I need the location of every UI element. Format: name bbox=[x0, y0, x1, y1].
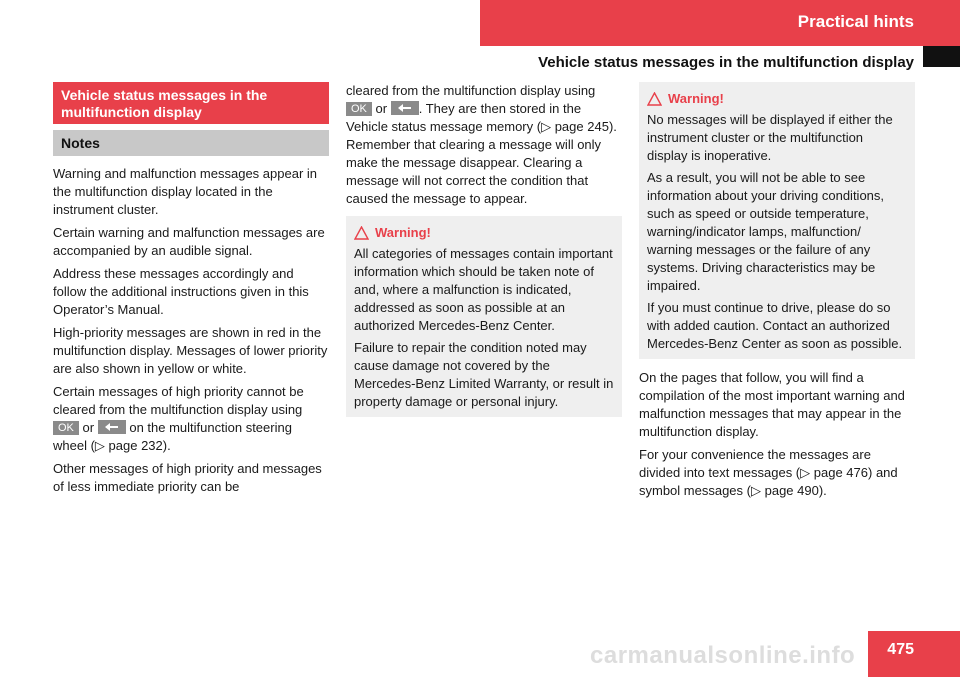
page-reference[interactable]: page 476 bbox=[813, 465, 868, 480]
paragraph: High-priority messages are shown in red in the multifunction display. Messages of lower priority are also shown in yellow or white. bbox=[53, 325, 328, 376]
black-tab-marker bbox=[923, 46, 960, 67]
page-subheading: Vehicle status messages in the multifunction display bbox=[538, 54, 914, 71]
warning-triangle-icon bbox=[354, 226, 369, 240]
warning-text: If you must continue to drive, please do so with added caution. Contact an authorized Mercedes-Benz Center as soon as possible. bbox=[647, 300, 903, 351]
back-button-icon bbox=[391, 101, 419, 115]
paragraph: Other messages of high priority and messages of less immediate priority can be bbox=[53, 461, 322, 494]
paragraph: For your convenience the messages are divided into text messages (▷ page 476) and symbol messages (▷ page 490). bbox=[639, 447, 898, 498]
header-tab bbox=[480, 0, 960, 46]
ok-button-icon: OK bbox=[53, 421, 79, 435]
ok-button-icon: OK bbox=[346, 102, 372, 116]
column-2 bbox=[346, 82, 622, 417]
warning-text: Failure to repair the condition noted may cause damage not covered by the Mercedes-Benz Limited Warranty, or result in property damage or personal injury. bbox=[354, 340, 614, 409]
section-heading: Vehicle status messages in the multifunction display bbox=[53, 82, 329, 124]
warning-box bbox=[346, 216, 622, 417]
paragraph: Warning and malfunction messages appear in the multifunction display located in the instrument cluster. bbox=[53, 166, 317, 217]
section-title: Practical hints bbox=[797, 12, 914, 31]
paragraph: Address these messages accordingly and follow the additional instructions given in this Operator’s Manual. bbox=[53, 266, 309, 317]
warning-box bbox=[639, 82, 915, 359]
warning-heading: Warning! bbox=[647, 90, 907, 108]
warning-text: No messages will be displayed if either the instrument cluster or the multifunction display is inoperative. bbox=[647, 112, 893, 163]
page-number-tab bbox=[868, 631, 960, 677]
back-button-icon bbox=[98, 420, 126, 434]
warning-text: As a result, you will not be able to see information about your driving conditions, such as speed or outside temperature, warning/indicator lamps, malfunction/ warning messages or the failure of any systems. Driving characteristics may be impaired. bbox=[647, 170, 885, 293]
page-reference[interactable]: page 245 bbox=[554, 119, 609, 134]
column-3 bbox=[639, 82, 915, 500]
warning-text: All categories of messages contain important information which should be taken note of and, where a malfunction is indicated, addressed as soon as possible at an authorized Mercedes-Benz Center. bbox=[354, 246, 613, 333]
page-reference[interactable]: page 232 bbox=[108, 438, 163, 453]
page-number: 475 bbox=[887, 641, 914, 658]
column-1 bbox=[53, 82, 329, 496]
ref-arrow-icon: ▷ bbox=[94, 438, 105, 453]
notes-heading: Notes bbox=[53, 130, 329, 156]
ref-arrow-icon: ▷ bbox=[541, 119, 552, 134]
warning-heading: Warning! bbox=[354, 224, 614, 242]
paragraph: Certain warning and malfunction messages are accompanied by an audible signal. bbox=[53, 225, 325, 258]
ref-arrow-icon: ▷ bbox=[750, 483, 761, 498]
paragraph: Certain messages of high priority cannot be cleared from the multifunction display using OK or on the multifunction steering wheel (▷ page 232). bbox=[53, 384, 304, 453]
paragraph: On the pages that follow, you will find a compilation of the most important warning and malfunction messages that may appear in the multifunction display. bbox=[639, 370, 905, 439]
warning-triangle-icon bbox=[647, 92, 662, 106]
paragraph: cleared from the multifunction display using OK or . They are then stored in the Vehicle status message memory (▷ page 245). Remember that clearing a message will only make the message disappear. Clearing a message will not correct the condition that caused the message to appear. bbox=[346, 83, 617, 206]
watermark: carmanualsonline.info bbox=[590, 642, 856, 669]
ref-arrow-icon: ▷ bbox=[800, 465, 811, 480]
page-reference[interactable]: page 490 bbox=[764, 483, 819, 498]
